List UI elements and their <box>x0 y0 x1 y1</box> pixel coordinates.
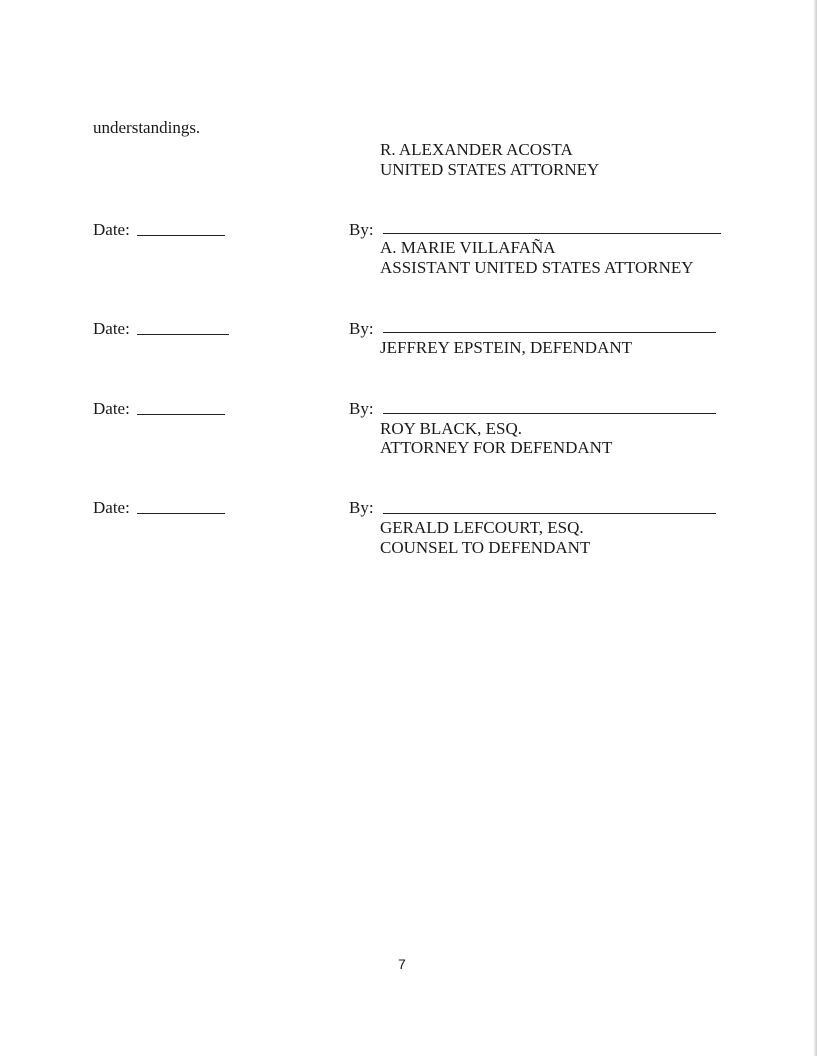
signer-title: COUNSEL TO DEFENDANT <box>380 538 591 557</box>
date-label: Date: <box>93 220 130 239</box>
date-label: Date: <box>93 399 130 418</box>
date-line <box>137 414 225 415</box>
office-name: R. ALEXANDER ACOSTA <box>380 140 573 159</box>
signer-name: A. MARIE VILLAFAÑA <box>380 238 556 257</box>
by-label: By: <box>349 220 374 239</box>
signer-name: ROY BLACK, ESQ. <box>380 419 522 438</box>
date-label: Date: <box>93 498 130 517</box>
signer-title: ATTORNEY FOR DEFENDANT <box>380 438 613 457</box>
signer-title: ASSISTANT UNITED STATES ATTORNEY <box>380 258 694 277</box>
by-label: By: <box>349 399 374 418</box>
date-line <box>137 513 225 514</box>
signature-line <box>383 513 716 514</box>
date-line <box>137 235 225 236</box>
office-title: UNITED STATES ATTORNEY <box>380 160 600 179</box>
signature-line <box>383 332 716 333</box>
signature-line <box>383 233 721 234</box>
page-number: 7 <box>398 956 406 972</box>
signer-name: GERALD LEFCOURT, ESQ. <box>380 518 584 537</box>
date-label: Date: <box>93 319 130 338</box>
date-line <box>137 334 229 335</box>
opening-text: understandings. <box>93 118 201 137</box>
by-label: By: <box>349 498 374 517</box>
by-label: By: <box>349 319 374 338</box>
signature-line <box>383 413 716 414</box>
signer-name: JEFFREY EPSTEIN, DEFENDANT <box>380 338 633 357</box>
